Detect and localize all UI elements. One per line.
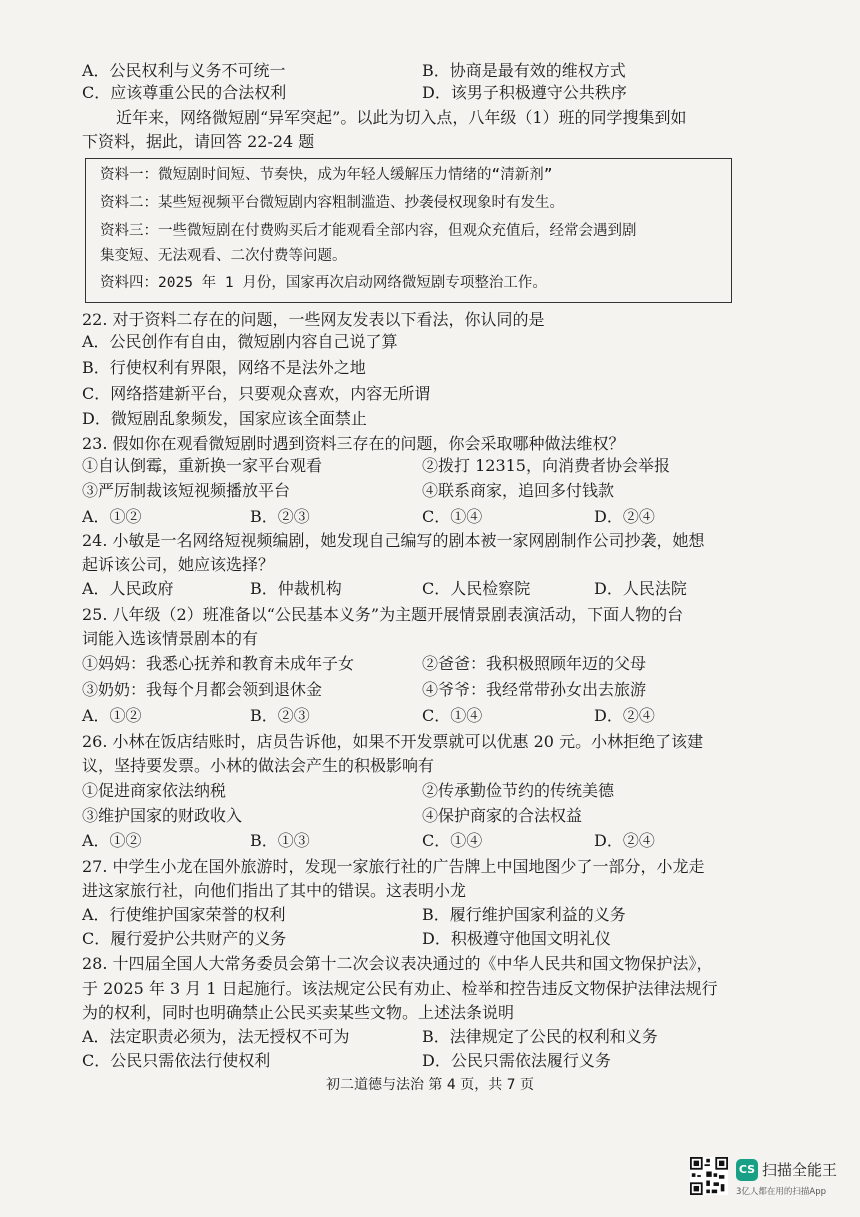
q22-option-b: B．行使权利有界限，网络不是法外之地	[82, 358, 366, 377]
q24-option-c: C．人民检察院	[422, 579, 531, 598]
q25-item-1: ①妈妈：我悉心抚养和教育未成年子女	[82, 654, 355, 673]
q27-stem-2: 进这家旅行社，向他们指出了其中的错误。这表明小龙	[82, 881, 467, 900]
q25-item-4: ④爷爷：我经常带孙女出去旅游	[422, 680, 647, 699]
q27-option-a: A．行使维护国家荣誉的权利	[82, 905, 286, 924]
q21-option-d: D．该男子积极遵守公共秩序	[422, 83, 627, 102]
q24-stem-2: 起诉该公司，她应该选择？	[82, 555, 275, 574]
q22-option-a: A．公民创作有自由，微短剧内容自己说了算	[82, 332, 398, 351]
q27-option-c: C．履行爱护公共财产的义务	[82, 929, 287, 948]
q24-option-a: A．人民政府	[82, 579, 174, 598]
q26-item-3: ③维护国家的财政收入	[82, 806, 243, 825]
q23-option-d: D．②④	[594, 507, 655, 526]
material-2: 资料二：某些短视频平台微短剧内容粗制滥造、抄袭侵权现象时有发生。	[100, 195, 564, 211]
q25-stem-1: 25. 八年级（2）班准备以“公民基本义务”为主题开展情景剧表演活动，下面人物的台	[82, 605, 684, 624]
q28-option-b: B．法律规定了公民的权利和义务	[422, 1027, 658, 1046]
q21-option-a: A．公民权利与义务不可统一	[82, 61, 286, 80]
q26-item-2: ②传承勤俭节约的传统美德	[422, 781, 615, 800]
qr-code-icon	[690, 1157, 728, 1195]
intro-line-1: 近年来，网络微短剧“异军突起”。以此为切入点，八年级（1）班的同学搜集到如	[116, 108, 687, 127]
q26-item-1: ①促进商家依法纳税	[82, 781, 227, 800]
q21-option-b: B．协商是最有效的维权方式	[422, 61, 626, 80]
q23-item-1: ①自认倒霉，重新换一家平台观看	[82, 456, 323, 475]
q23-option-b: B．②③	[250, 507, 310, 526]
q22-stem: 22. 对于资料二存在的问题，一些网友发表以下看法，你认同的是	[82, 310, 545, 329]
intro-line-2: 下资料，据此，请回答 22-24 题	[82, 132, 315, 151]
q28-option-c: C．公民只需依法行使权利	[82, 1051, 271, 1070]
q26-stem-1: 26. 小林在饭店结账时，店员告诉他，如果不开发票就可以优惠 20 元。小林拒绝了该建	[82, 732, 704, 751]
q28-stem-2: 于 2025 年 3 月 1 日起施行。该法规定公民有劝止、检举和控告违反文物保护法律法规行	[82, 979, 718, 998]
q22-option-c: C．网络搭建新平台，只要观众喜欢，内容无所谓	[82, 384, 431, 403]
material-3: 资料三：一些微短剧在付费购买后才能观看全部内容，但观众充值后，经常会遇到剧	[100, 223, 637, 239]
q23-item-2: ②拨打 12315，向消费者协会举报	[422, 456, 670, 475]
q25-option-d: D．②④	[594, 706, 655, 725]
q26-option-a: A．①②	[82, 831, 142, 850]
q26-option-b: B．①③	[250, 831, 310, 850]
q27-stem-1: 27. 中学生小龙在国外旅游时，发现一家旅行社的广告牌上中国地图少了一部分，小龙走	[82, 857, 705, 876]
q23-option-c: C．①④	[422, 507, 483, 526]
q25-stem-2: 词能入选该情景剧本的有	[82, 629, 259, 648]
brand-name: 扫描全能王	[762, 1161, 838, 1179]
q25-option-b: B．②③	[250, 706, 310, 725]
q23-item-4: ④联系商家，追回多付钱款	[422, 481, 615, 500]
material-1: 资料一：微短剧时间短、节奏快，成为年轻人缓解压力情绪的“清新剂”	[100, 167, 553, 183]
q28-stem-3: 为的权利，同时也明确禁止公民买卖某些文物。上述法条说明	[82, 1003, 515, 1022]
q27-option-d: D．积极遵守他国文明礼仪	[422, 929, 611, 948]
q21-option-c: C．应该尊重公民的合法权利	[82, 83, 287, 102]
q24-stem-1: 24. 小敏是一名网络短视频编剧，她发现自己编写的剧本被一家网剧制作公司抄袭，她想	[82, 531, 705, 550]
q25-option-c: C．①④	[422, 706, 483, 725]
q27-option-b: B．履行维护国家利益的义务	[422, 905, 626, 924]
q22-option-d: D．微短剧乱象频发，国家应该全面禁止	[82, 409, 367, 428]
material-4: 资料四：2025 年 1 月份，国家再次启动网络微短剧专项整治工作。	[100, 275, 547, 291]
q24-option-b: B．仲裁机构	[250, 579, 342, 598]
q28-stem-1: 28. 十四届全国人大常务委员会第十二次会议表决通过的《中华人民共和国文物保护法》，	[82, 954, 713, 973]
q25-item-3: ③奶奶：我每个月都会领到退休金	[82, 680, 323, 699]
materials-box	[85, 158, 732, 303]
q26-item-4: ④保护商家的合法权益	[422, 806, 583, 825]
scanner-watermark	[690, 1157, 850, 1205]
q23-stem: 23. 假如你在观看微短剧时遇到资料三存在的问题，你会采取哪种做法维权？	[82, 434, 625, 453]
q26-stem-2: 议，坚持要发票。小林的做法会产生的积极影响有	[82, 756, 435, 775]
q24-option-d: D．人民法院	[594, 579, 687, 598]
page-footer: 初二道德与法治 第 4 页，共 7 页	[325, 1077, 535, 1093]
material-3-cont: 集变短、无法观看、二次付费等问题。	[100, 248, 347, 264]
q26-option-c: C．①④	[422, 831, 483, 850]
q23-item-3: ③严厉制裁该短视频播放平台	[82, 481, 291, 500]
q26-option-d: D．②④	[594, 831, 655, 850]
cs-logo-icon: CS	[736, 1159, 758, 1181]
q25-option-a: A．①②	[82, 706, 142, 725]
q28-option-a: A．法定职责必须为，法无授权不可为	[82, 1027, 350, 1046]
q25-item-2: ②爸爸：我积极照顾年迈的父母	[422, 654, 647, 673]
brand-tagline: 3亿人都在用的扫描App	[736, 1187, 827, 1197]
q28-option-d: D．公民只需依法履行义务	[422, 1051, 611, 1070]
q23-option-a: A．①②	[82, 507, 142, 526]
